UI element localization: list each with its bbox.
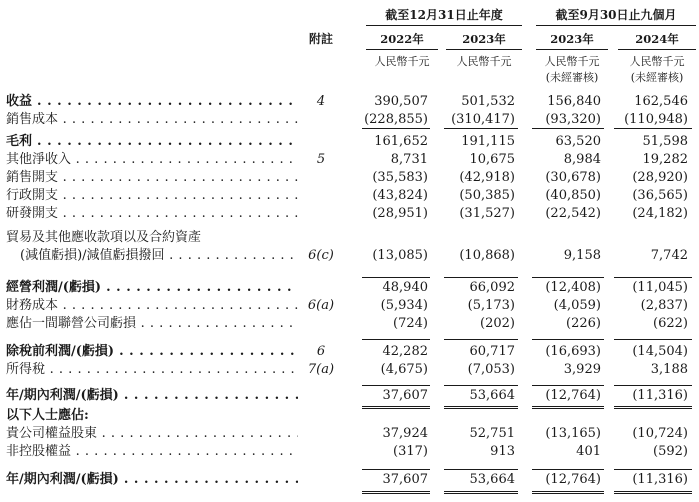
- unit-header: [446, 54, 522, 70]
- row-label: 除稅前利潤/(虧損) . . .: [6, 343, 298, 361]
- row-label: 銷售開支 . . .: [6, 169, 298, 187]
- group-header-fiscal-year: 截至12月31日止年度: [366, 6, 522, 26]
- row-value: 37,924: [382, 426, 428, 441]
- table-row: [0, 471, 699, 489]
- subtotal-rule: [614, 339, 692, 340]
- row-value: (36,565): [632, 188, 688, 203]
- table-row: [0, 187, 699, 205]
- row-label: 銷售成本 . . .: [6, 111, 298, 129]
- subtotal-rule: [614, 469, 692, 470]
- subtotal-rule: [444, 385, 518, 386]
- total-double-rule: [362, 406, 430, 409]
- row-value: 52,751: [469, 426, 515, 441]
- row-value: (2,837): [640, 298, 688, 313]
- table-row: [0, 111, 699, 129]
- row-value: (4,059): [553, 298, 601, 313]
- row-label: 非控股權益 . . .: [6, 443, 298, 461]
- row-value: (592): [653, 444, 688, 459]
- row-value: 48,940: [382, 280, 428, 295]
- row-label: 年/期內利潤/(虧損) . . .: [6, 387, 298, 405]
- row-value: (11,316): [632, 472, 688, 487]
- subtotal-rule: [444, 128, 518, 129]
- unit-audit-status: (未經審核): [630, 71, 684, 84]
- row-label: (減值虧損)/減值虧損撥回 . . .: [20, 247, 298, 265]
- subtotal-rule: [614, 128, 692, 129]
- table-row: [0, 407, 699, 425]
- row-value: (202): [480, 316, 515, 331]
- row-value: 8,984: [563, 152, 601, 167]
- row-value: (622): [653, 316, 688, 331]
- subtotal-rule: [532, 469, 604, 470]
- row-value: (110,948): [624, 112, 688, 127]
- row-label: 年/期內利潤/(虧損) . . .: [6, 471, 298, 489]
- row-value: (35,583): [372, 170, 428, 185]
- row-value: 390,507: [374, 94, 428, 109]
- table-row: [0, 151, 699, 169]
- row-value: (14,504): [632, 344, 688, 359]
- row-value: 162,546: [634, 94, 688, 109]
- row-value: (43,824): [372, 188, 428, 203]
- row-label: 經營利潤/(虧損) . . .: [6, 279, 298, 297]
- table-row: [0, 387, 699, 405]
- year-header: 2022年: [366, 31, 438, 50]
- table-row: [0, 247, 699, 265]
- row-value: (42,918): [459, 170, 515, 185]
- row-value: (11,316): [632, 388, 688, 403]
- row-value: (10,868): [459, 248, 515, 263]
- row-value: (31,527): [459, 206, 515, 221]
- row-value: 913: [490, 444, 515, 459]
- table-row: [0, 133, 699, 151]
- unit-currency: 人民幣千元: [374, 55, 430, 68]
- row-value: 37,607: [382, 388, 428, 403]
- table-row: [0, 229, 699, 247]
- row-value: (724): [393, 316, 428, 331]
- table-row: [0, 297, 699, 315]
- total-double-rule: [614, 406, 692, 409]
- row-label: 所得稅 . . .: [6, 361, 298, 379]
- row-label: 其他淨收入 . . .: [6, 151, 298, 169]
- table-row: [0, 279, 699, 297]
- row-value: (5,934): [380, 298, 428, 313]
- row-note: 6(a): [307, 298, 335, 313]
- row-label: 貿易及其他應收款項以及合約資產: [6, 230, 202, 245]
- row-value: 63,520: [555, 134, 601, 149]
- row-value: 3,188: [650, 362, 688, 377]
- row-value: (7,053): [467, 362, 515, 377]
- row-value: (13,085): [372, 248, 428, 263]
- row-label: 應佔一間聯營公司虧損 . . .: [6, 315, 298, 333]
- subtotal-rule: [614, 385, 692, 386]
- unit-audit-status: (未經審核): [545, 71, 599, 84]
- subtotal-rule: [362, 385, 430, 386]
- unit-currency: 人民幣千元: [544, 55, 600, 68]
- subtotal-rule: [444, 469, 518, 470]
- row-value: 51,598: [642, 134, 688, 149]
- table-row: [0, 343, 699, 361]
- total-double-rule: [444, 491, 518, 494]
- row-value: (310,417): [451, 112, 515, 127]
- subtotal-rule: [362, 339, 430, 340]
- row-value: (12,764): [545, 472, 601, 487]
- subtotal-rule: [444, 277, 518, 278]
- group-header-nine-months: 截至9月30日止九個月: [536, 6, 696, 26]
- unit-currency: 人民幣千元: [629, 55, 685, 68]
- row-label: 研發開支 . . .: [6, 205, 298, 223]
- row-label: 毛利 . . .: [6, 133, 298, 151]
- row-value: (40,850): [545, 188, 601, 203]
- row-value: 42,282: [382, 344, 428, 359]
- row-value: (28,920): [632, 170, 688, 185]
- row-value: 401: [576, 444, 601, 459]
- total-double-rule: [614, 491, 692, 494]
- row-note: 6(c): [308, 248, 334, 263]
- row-note: 7(a): [307, 362, 335, 377]
- row-value: (317): [393, 444, 428, 459]
- table-row: [0, 93, 699, 111]
- row-value: 7,742: [650, 248, 688, 263]
- table-row: [0, 315, 699, 333]
- year-header: 2023年: [446, 31, 522, 50]
- row-value: (24,182): [632, 206, 688, 221]
- row-value: 9,158: [563, 248, 601, 263]
- row-value: (50,385): [459, 188, 515, 203]
- unit-header: [536, 54, 608, 86]
- table-row: [0, 361, 699, 379]
- subtotal-rule: [532, 128, 604, 129]
- row-value: 156,840: [547, 94, 601, 109]
- subtotal-rule: [532, 339, 604, 340]
- row-value: (22,542): [545, 206, 601, 221]
- row-value: 3,929: [563, 362, 601, 377]
- row-value: (16,693): [545, 344, 601, 359]
- subtotal-rule: [614, 277, 692, 278]
- table-row: [0, 443, 699, 461]
- table-row: [0, 169, 699, 187]
- row-value: 161,652: [374, 134, 428, 149]
- row-value: (30,678): [545, 170, 601, 185]
- row-value: 66,092: [469, 280, 515, 295]
- row-value: 60,717: [469, 344, 515, 359]
- year-header: 2023年: [536, 31, 608, 50]
- subtotal-rule: [362, 128, 430, 129]
- subtotal-rule: [532, 385, 604, 386]
- note-column-header: 附註: [308, 32, 333, 46]
- row-value: 191,115: [461, 134, 515, 149]
- row-label: 以下人士應佔:: [6, 408, 89, 423]
- subtotal-rule: [362, 469, 430, 470]
- row-value: 8,731: [390, 152, 428, 167]
- unit-header: [366, 54, 438, 70]
- total-double-rule: [444, 406, 518, 409]
- row-label: 財務成本 . . .: [6, 297, 298, 315]
- row-value: (5,173): [467, 298, 515, 313]
- table-row: [0, 425, 699, 443]
- row-value: (28,951): [372, 206, 428, 221]
- row-note: 5: [316, 152, 326, 167]
- total-double-rule: [532, 406, 604, 409]
- unit-currency: 人民幣千元: [456, 55, 512, 68]
- row-value: (11,045): [632, 280, 688, 295]
- row-value: (13,165): [545, 426, 601, 441]
- row-value: 501,532: [461, 94, 515, 109]
- row-value: (4,675): [380, 362, 428, 377]
- year-header: 2024年: [618, 31, 696, 50]
- row-value: 10,675: [469, 152, 515, 167]
- row-label: 收益 . . .: [6, 93, 298, 111]
- row-value: (12,764): [545, 388, 601, 403]
- row-note: 6: [316, 344, 326, 359]
- row-value: (93,320): [545, 112, 601, 127]
- row-value: 37,607: [382, 472, 428, 487]
- row-note: 4: [316, 94, 326, 109]
- row-value: 53,664: [469, 472, 515, 487]
- row-value: (228,855): [364, 112, 428, 127]
- total-double-rule: [532, 491, 604, 494]
- row-value: 53,664: [469, 388, 515, 403]
- unit-header: [618, 54, 696, 86]
- table-row: [0, 205, 699, 223]
- total-double-rule: [362, 491, 430, 494]
- row-label: 行政開支 . . .: [6, 187, 298, 205]
- row-value: (12,408): [545, 280, 601, 295]
- subtotal-rule: [532, 277, 604, 278]
- row-value: (226): [566, 316, 601, 331]
- subtotal-rule: [362, 277, 430, 278]
- row-label: 貴公司權益股東 . . .: [6, 425, 298, 443]
- row-value: 19,282: [642, 152, 688, 167]
- row-value: (10,724): [632, 426, 688, 441]
- subtotal-rule: [444, 339, 518, 340]
